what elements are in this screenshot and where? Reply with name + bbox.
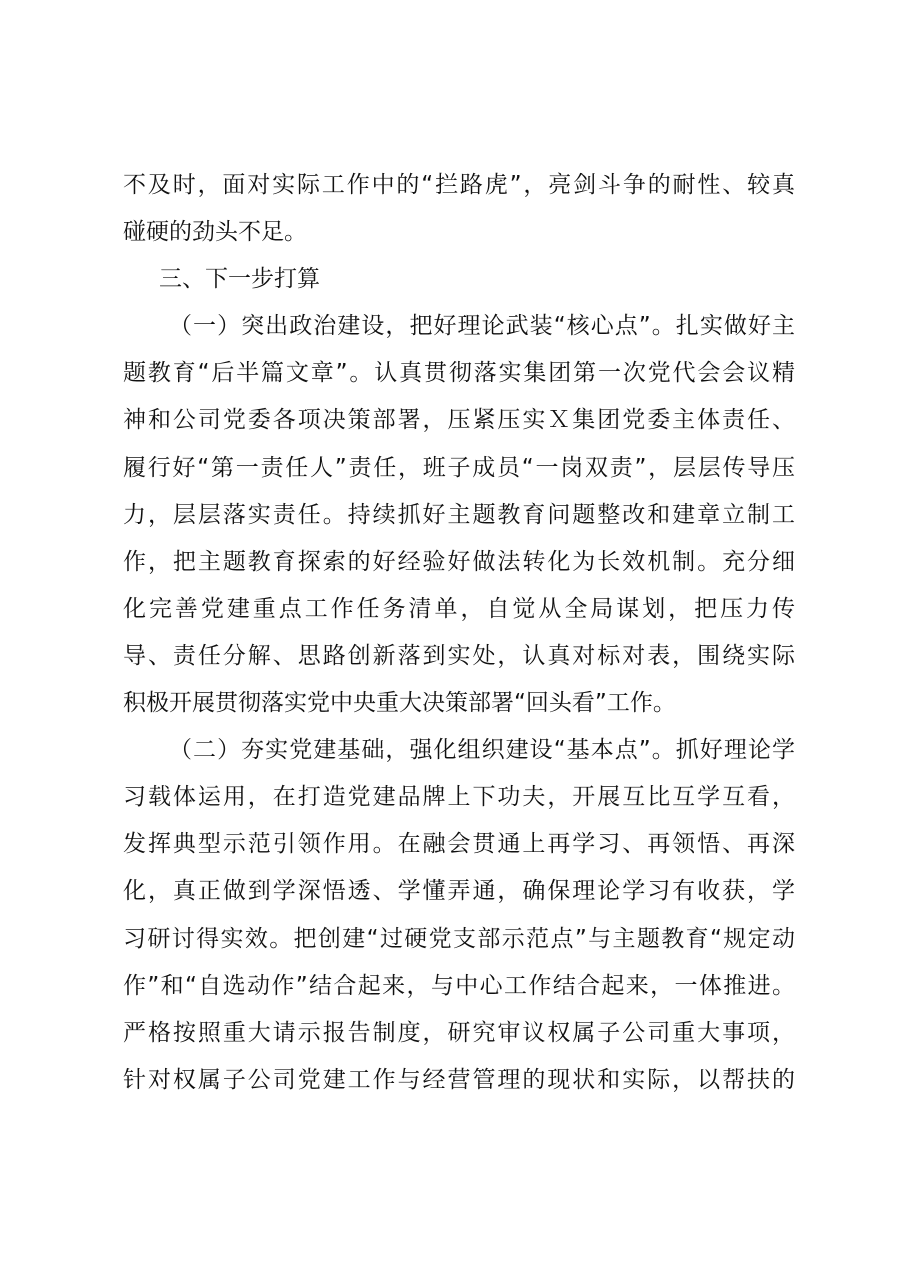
paragraph-line: 履行好“第一责任人”责任，班子成员“一岗双责”，层层传导压 — [123, 454, 795, 481]
paragraph-line: 发挥典型示范引领作用。在融会贯通上再学习、再领悟、再深 — [123, 831, 795, 858]
paragraph-line: 习研讨得实效。把创建“过硬党支部示范点”与主题教育“规定动 — [123, 925, 795, 952]
paragraph-line: （二）夯实党建基础，强化组织建设“基本点”。抓好理论学 — [169, 737, 795, 764]
paragraph-line: 导、责任分解、思路创新落到实处，认真对标对表，围绕实际 — [123, 642, 795, 669]
paragraph-line: 作”和“自选动作”结合起来，与中心工作结合起来，一体推进。 — [123, 972, 795, 999]
paragraph-line: 化完善党建重点工作任务清单，自觉从全局谋划，把压力传 — [123, 595, 795, 622]
paragraph-line: 积极开展贯彻落实党中央重大决策部署“回头看”工作。 — [123, 690, 676, 717]
paragraph-line: 习载体运用，在打造党建品牌上下功夫，开展互比互学互看， — [123, 784, 795, 811]
paragraph-line: 作，把主题教育探索的好经验好做法转化为长效机制。充分细 — [123, 548, 795, 575]
paragraph-line: （一）突出政治建设，把好理论武装“核心点”。扎实做好主 — [169, 313, 795, 340]
document-body — [123, 162, 795, 1104]
paragraph-line: 力，层层落实责任。持续抓好主题教育问题整改和建章立制工 — [123, 501, 795, 528]
paragraph-line: 不及时，面对实际工作中的“拦路虎”，亮剑斗争的耐性、较真 — [123, 172, 795, 198]
paragraph-line: 化，真正做到学深悟透、学懂弄通，确保理论学习有收获，学 — [123, 878, 795, 905]
paragraph-line: 针对权属子公司党建工作与经营管理的现状和实际，以帮扶的 — [123, 1066, 795, 1093]
paragraph-line: 碰硬的劲头不足。 — [123, 219, 307, 246]
paragraph-line: 题教育“后半篇文章”。认真贯彻落实集团第一次党代会会议精 — [123, 360, 795, 387]
paragraph-line: 神和公司党委各项决策部署，压紧压实Ｘ集团党委主体责任、 — [123, 407, 795, 434]
paragraph-line: 严格按照重大请示报告制度，研究审议权属子公司重大事项， — [123, 1019, 795, 1046]
section-heading: 三、下一步打算 — [159, 266, 320, 293]
